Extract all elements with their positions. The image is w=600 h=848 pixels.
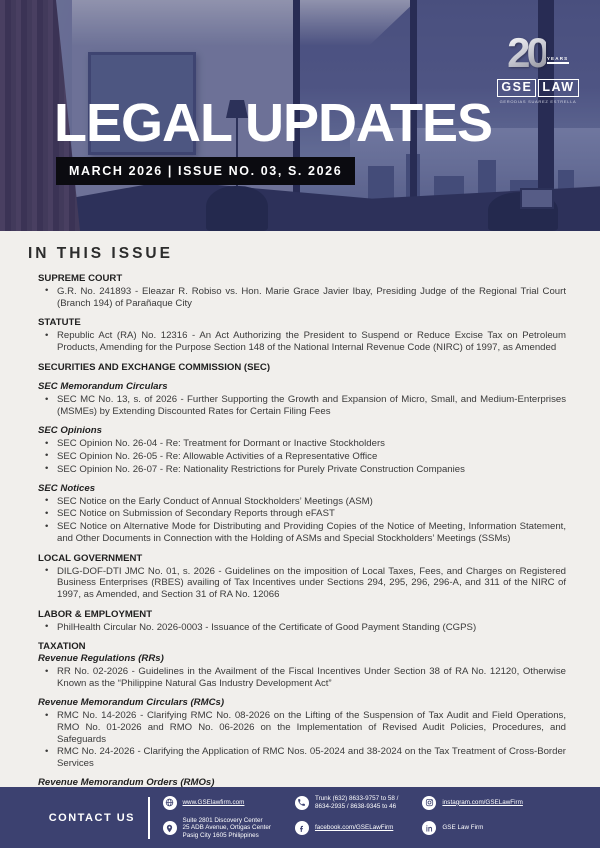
- toc-section: [38, 641, 566, 787]
- toc-item: [38, 622, 566, 634]
- logo-20-number: 20: [507, 29, 546, 76]
- contact-line: Trunk (632) 8633-9757 to 58 /: [314, 794, 399, 802]
- footer: [0, 787, 600, 848]
- logo-law-box: LAW: [538, 79, 578, 97]
- contact-line: Suite 2801 Discovery Center: [182, 816, 263, 824]
- toc-subsection: [38, 777, 566, 787]
- toc-item-text: SEC Notice on Submission of Secondary Reports through eFAST: [57, 508, 335, 520]
- subsection-label: SEC Opinions: [38, 425, 102, 437]
- facebook-icon: [295, 821, 309, 835]
- logo-underline: [547, 62, 569, 65]
- bullet-icon: •: [45, 745, 49, 757]
- toc-item-text: RR No. 02-2026 - Guidelines in the Availment of the Fiscal Incentives Under Section 38 of RA No. 12120, Otherwise Known as the “Philippine Natural Gas Industry Development Act”: [57, 666, 566, 689]
- contact-item[interactable]: [295, 821, 398, 835]
- toc-section: [38, 553, 566, 601]
- toc-heading: IN THIS ISSUE: [28, 245, 173, 262]
- contact-line: facebook.com/GSELawFirm: [314, 824, 394, 832]
- contact-line: 8634-2935 / 8638-9345 to 46: [314, 802, 397, 810]
- subsection-label: SEC Memorandum Circulars: [38, 381, 168, 393]
- bullet-icon: •: [45, 507, 49, 519]
- firm-logo: [492, 29, 584, 105]
- bullet-icon: •: [45, 463, 49, 475]
- page-title: LEGAL UPDATES: [54, 93, 493, 153]
- toc-subsection: [38, 697, 566, 770]
- toc-item: [38, 710, 566, 745]
- toc-item: [38, 521, 566, 544]
- contact-item: [163, 817, 271, 841]
- contact-text: [315, 824, 393, 832]
- toc-section: [38, 273, 566, 309]
- section-title: LABOR & EMPLOYMENT: [38, 608, 153, 620]
- toc-item: [38, 746, 566, 769]
- bullet-icon: •: [45, 520, 49, 532]
- globe-icon: [163, 796, 177, 810]
- toc-item: [38, 464, 566, 476]
- toc-subsection: [38, 381, 566, 417]
- toc-item: [38, 508, 566, 520]
- contact-item: [295, 795, 398, 811]
- toc-section: [38, 609, 566, 634]
- contact-line: 25 ADB Avenue, Ortigas Center: [182, 824, 271, 832]
- bullet-icon: •: [45, 329, 49, 341]
- bullet-icon: •: [45, 621, 49, 633]
- section-title: TAXATION: [38, 641, 86, 653]
- toc-item: [38, 394, 566, 417]
- toc-item: [38, 566, 566, 601]
- section-item-list: [38, 394, 566, 417]
- section-item-list: [38, 566, 566, 601]
- logo-tagline: GERODIAS SUAREZ ESTRELLA: [499, 99, 577, 105]
- section-title: SUPREME COURT: [38, 273, 123, 284]
- toc-item: [38, 451, 566, 463]
- toc-sections: [28, 273, 566, 787]
- toc-item-text: SEC Notice on the Early Conduct of Annual Stockholders’ Meetings (ASM): [57, 495, 373, 507]
- bullet-icon: •: [45, 709, 49, 721]
- gse-law-wordmark: [492, 79, 584, 97]
- section-item-list: [38, 710, 566, 770]
- toc-item-text: G.R. No. 241893 - Eleazar R. Robiso vs. Hon. Marie Grace Javier Ibay, Presiding Judge of the Regional Trial Court (Branch 194) of Parañaque City: [57, 285, 566, 309]
- toc-item: [38, 666, 566, 689]
- logo-years-label: YEARS: [546, 55, 569, 61]
- contact-text: [315, 795, 398, 811]
- section-item-list: [38, 666, 566, 689]
- toc-item-text: SEC Opinion No. 26-07 - Re: Nationality Restrictions for Purely Private Construction Companies: [57, 463, 465, 475]
- section-item-list: [38, 622, 566, 634]
- contact-item[interactable]: [422, 796, 522, 810]
- section-item-list: [38, 496, 566, 545]
- instagram-icon: [422, 796, 436, 810]
- contact-text: [442, 824, 483, 832]
- toc-subsection: [38, 483, 566, 545]
- contact-us-label: CONTACT US: [48, 811, 135, 824]
- header-banner: [0, 0, 600, 231]
- toc-item-text: Republic Act (RA) No. 12316 - An Act Authorizing the President to Suspend or Reduce Excise Tax on Petroleum Products, Amending for the Purpose Section 148 of the National Internal Revenue Code (NIRC) of 1997, as Amended: [57, 330, 566, 354]
- subsection-label: Revenue Memorandum Circulars (RMCs): [38, 697, 225, 709]
- toc-item-text: SEC Opinion No. 26-04 - Re: Treatment for Dormant or Inactive Stockholders: [57, 438, 385, 450]
- toc-item: [38, 286, 566, 309]
- bullet-icon: •: [45, 450, 49, 462]
- phone-icon: [295, 796, 309, 810]
- contact-line: www.GSElawfirm.com: [182, 798, 245, 806]
- contact-line: instagram.com/GSELawFirm: [442, 798, 523, 806]
- contact-item[interactable]: [163, 796, 271, 810]
- logo-gse-box: GSE: [497, 79, 536, 97]
- bullet-icon: •: [45, 665, 49, 677]
- subsection-label: Revenue Regulations (RRs): [38, 653, 164, 665]
- contact-item[interactable]: [422, 821, 522, 835]
- contact-line: GSE Law Firm: [442, 824, 484, 832]
- subsection-label: Revenue Memorandum Orders (RMOs): [38, 777, 215, 787]
- toc-item: [38, 496, 566, 508]
- toc-item-text: SEC MC No. 13, s. of 2026 - Further Supporting the Growth and Expansion of Micro, Small, and Medium-Enterprises (MSMEs) by Extending Discounted Rates for Certain Filing Fees: [57, 394, 566, 417]
- toc-item-text: SEC Opinion No. 26-05 - Re: Allowable Activities of a Representative Office: [57, 450, 378, 462]
- section-item-list: [38, 438, 566, 475]
- bullet-icon: •: [45, 437, 49, 449]
- section-title: SECURITIES AND EXCHANGE COMMISSION (SEC): [38, 361, 271, 373]
- toc-section: [38, 362, 566, 545]
- toc-subsection: [38, 425, 566, 475]
- section-item-list: [38, 286, 566, 309]
- toc-item: [38, 330, 566, 353]
- anniversary-20-years-logo: [492, 29, 584, 76]
- contact-line: Pasig City 1605 Philippines: [182, 832, 259, 840]
- section-title: LOCAL GOVERNMENT: [38, 552, 143, 564]
- toc-item: [38, 438, 566, 450]
- toc-item-text: RMC No. 24-2026 - Clarifying the Application of RMC Nos. 05-2024 and 38-2024 on the Tax Treatment of Cross-Border Services: [57, 746, 566, 769]
- toc-item-text: PhilHealth Circular No. 2026-0003 - Issuance of the Certificate of Good Payment Standing (CGPS): [57, 621, 477, 633]
- toc-subsection: [38, 653, 566, 689]
- contact-grid: [163, 795, 523, 840]
- bullet-icon: •: [45, 285, 49, 297]
- linkedin-icon: [422, 821, 436, 835]
- toc-section: [38, 317, 566, 353]
- in-this-issue-section: [0, 231, 600, 787]
- location-pin-icon: [163, 821, 177, 835]
- bullet-icon: •: [45, 495, 49, 507]
- toc-item-text: DILG-DOF-DTI JMC No. 01, s. 2026 - Guidelines on the imposition of Local Taxes, Fees, and Charges on Registered Business Enterprises (RBES) availing of Tax Incentives under Sections 294, 295, 296, 296-A, and 311 of the NIRC of 1997, as Amended, and Section 31 of RA No. 12066: [57, 565, 566, 600]
- section-item-list: [38, 330, 566, 353]
- toc-item-text: SEC Notice on Alternative Mode for Distributing and Providing Copies of the Notice of Meeting, Information Statement, and Other Documents in Connection with the Holding of ASMs and Special Stockholders’ Meetings (SSMs): [57, 521, 566, 544]
- subsection-label: SEC Notices: [38, 482, 96, 494]
- contact-text: [183, 799, 245, 807]
- bullet-icon: •: [45, 565, 49, 577]
- contact-text: [442, 799, 522, 807]
- footer-divider: [148, 797, 150, 839]
- toc-item-text: RMC No. 14-2026 - Clarifying RMC No. 08-2026 on the Lifting of the Suspension of Tax Audit and Field Operations, RMO No. 01-2026 and RMO No. 06-2026 on the Implementation of Revised Audit Policies, Procedures, and Safeguards: [57, 710, 566, 745]
- bullet-icon: •: [45, 393, 49, 405]
- section-title: STATUTE: [38, 317, 81, 329]
- contact-text: [183, 817, 271, 841]
- issue-info-bar: MARCH 2026 | ISSUE NO. 03, S. 2026: [56, 157, 355, 185]
